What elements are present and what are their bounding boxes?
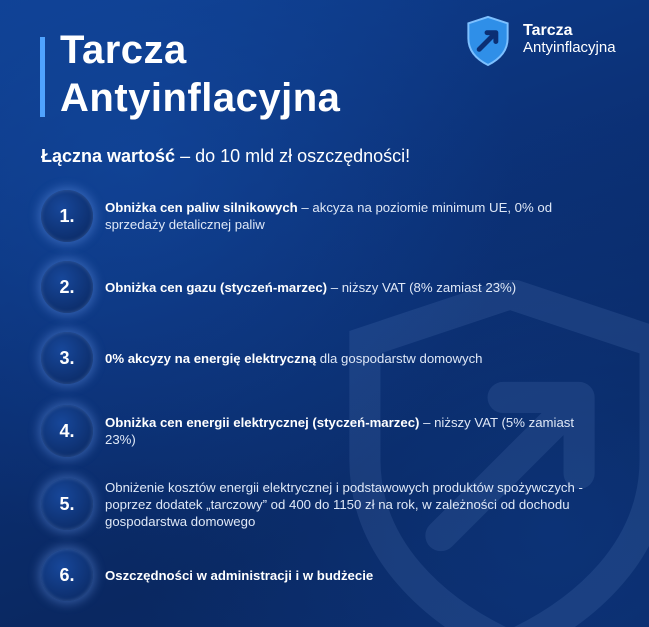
subtitle bbox=[41, 146, 410, 167]
item-text bbox=[105, 567, 605, 584]
shield-icon bbox=[461, 14, 515, 68]
list-item bbox=[41, 549, 631, 601]
item-bold: Obniżka cen paliw silnikowych bbox=[105, 200, 298, 215]
title-accent-bar bbox=[40, 37, 45, 117]
subtitle-rest: – do 10 mld zł oszczędności! bbox=[175, 146, 411, 166]
item-bold: 0% akcyzy na energię elektryczną bbox=[105, 350, 317, 366]
item-bold: Oszczędności w administracji i w budżecie bbox=[105, 567, 374, 583]
list-item bbox=[41, 405, 631, 457]
subtitle-bold: Łączna wartość bbox=[41, 146, 176, 166]
brand-name bbox=[523, 22, 616, 56]
item-bold: Obniżka cen energii elektrycznej (styczeń-marzec) bbox=[105, 415, 420, 430]
item-number-badge: 2. bbox=[41, 261, 93, 313]
brand-line2: Antyinflacyjna bbox=[523, 38, 616, 56]
item-text bbox=[105, 279, 631, 296]
list-item bbox=[41, 261, 631, 313]
item-text bbox=[105, 479, 625, 530]
item-number-badge: 5. bbox=[41, 478, 93, 530]
brand-line1: Tarcza bbox=[523, 22, 573, 39]
item-bold: Obniżka cen gazu (styczeń-marzec) bbox=[105, 279, 328, 295]
item-rest: dla gospodarstw domowych bbox=[316, 350, 483, 366]
item-rest: Obniżenie kosztów energii elektrycznej i podstawowych produktów spożywczych - poprzez dodatek „tarczowy” od 400 do 1150 zł na rok, w zależności od dochodu gospodarstwa domowego bbox=[105, 479, 583, 529]
item-text bbox=[105, 199, 605, 233]
list-item bbox=[41, 332, 631, 384]
item-text bbox=[105, 350, 631, 367]
title-line2: Antyinflacyjna bbox=[60, 76, 341, 120]
item-rest: – niższy VAT (8% zamiast 23%) bbox=[327, 279, 517, 295]
item-number-badge: 6. bbox=[41, 549, 93, 601]
list-item bbox=[41, 478, 631, 530]
page-title bbox=[60, 26, 340, 122]
title-line1: Tarcza bbox=[60, 28, 187, 72]
item-rest: – niższy VAT (5% zamiast 23%) bbox=[105, 415, 575, 447]
item-number-badge: 1. bbox=[41, 190, 93, 242]
list-item bbox=[41, 190, 631, 242]
item-text bbox=[105, 414, 585, 448]
brand-logo bbox=[461, 14, 616, 68]
item-rest: – akcyza na poziomie minimum UE, 0% od sprzedaży detalicznej paliw bbox=[105, 200, 553, 232]
item-number-badge: 4. bbox=[41, 405, 93, 457]
item-number-badge: 3. bbox=[41, 332, 93, 384]
